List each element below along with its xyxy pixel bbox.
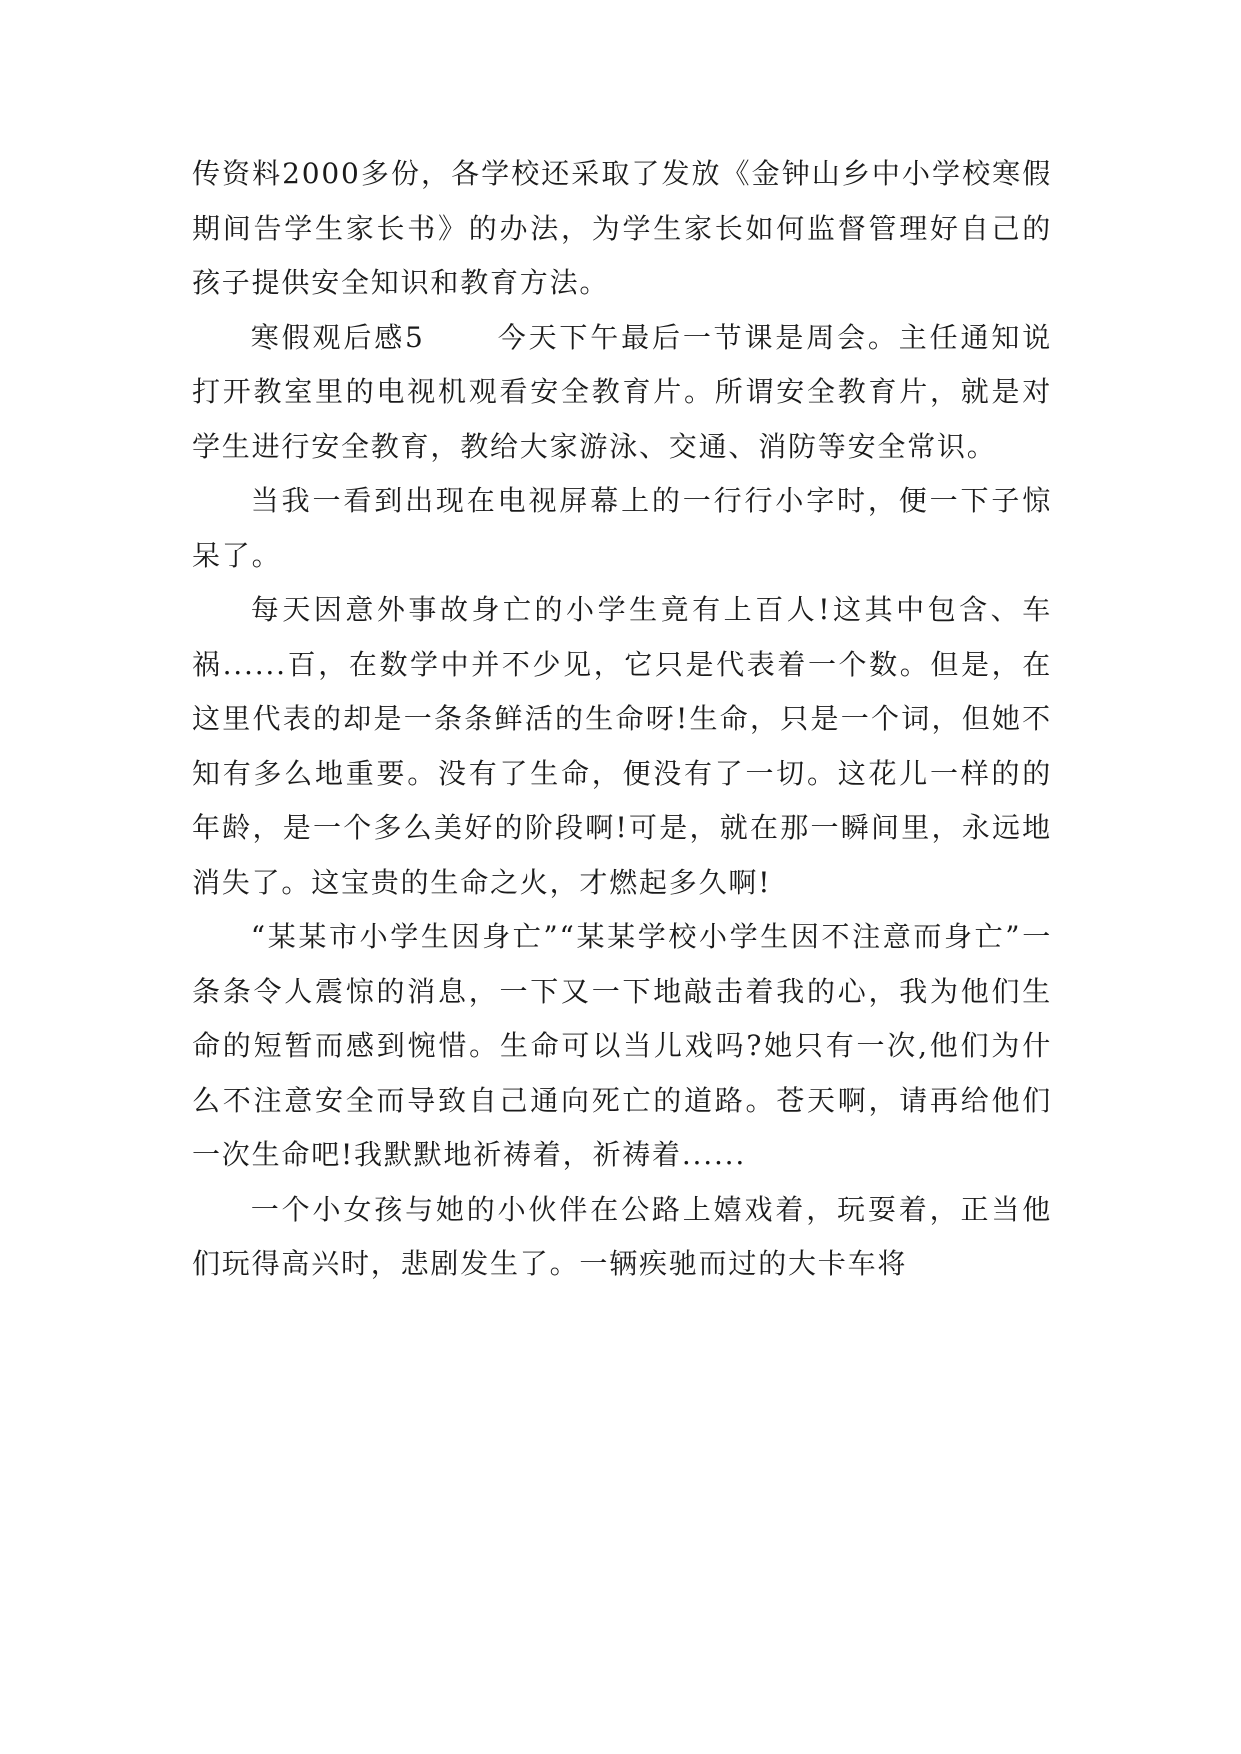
paragraph-text: 今天下午最后一节课是周会。主任通知说打开教室里的电视机观看安全教育片。所谓安全教育片，就是对学生进行安全教育，教给大家游泳、交通、消防等安全常识。: [192, 320, 1052, 463]
paragraph-3: [192, 474, 1052, 583]
paragraph-2: [192, 311, 1052, 475]
paragraph-text: 一个小女孩与她的小伙伴在公路上嬉戏着，玩耍着，正当他们玩得高兴时，悲剧发生了。一辆疾驰而过的大卡车将: [192, 1192, 1052, 1280]
document-body: [192, 147, 1052, 1292]
paragraph-text: 传资料2000多份，各学校还采取了发放《金钟山乡中小学校寒假期间告学生家长书》的办法，为学生家长如何监督管理好自己的孩子提供安全知识和教育方法。: [192, 157, 1052, 299]
paragraph-5: [192, 910, 1052, 1183]
paragraph-6: [192, 1183, 1052, 1292]
paragraph-text: 当我一看到出现在电视屏幕上的一行行小字时，便一下子惊呆了。: [192, 484, 1052, 572]
paragraph-text: 每天因意外事故身亡的小学生竟有上百人!这其中包含、车祸......百，在数学中并不少见，它只是代表着一个数。但是，在这里代表的却是一条条鲜活的生命呀!生命，只是一个词，但她不知有多么地重要。没有了生命，便没有了一切。这花儿一样的的年龄，是一个多么美好的阶段啊!可是，就在那一瞬间里，永远地消失了。这宝贵的生命之火，才燃起多久啊!: [192, 593, 1052, 899]
paragraph-text: “某某市小学生因身亡”“某某学校小学生因不注意而身亡”一条条令人震惊的消息，一下又一下地敲击着我的心，我为他们生命的短暂而感到惋惜。生命可以当儿戏吗?她只有一次,他们为什么不注意安全而导致自己通向死亡的道路。苍天啊，请再给他们一次生命吧!我默默地祈祷着，祈祷着......: [192, 920, 1052, 1171]
section-heading: 寒假观后感5: [250, 320, 425, 354]
paragraph-4: [192, 583, 1052, 910]
paragraph-1: [192, 147, 1052, 311]
